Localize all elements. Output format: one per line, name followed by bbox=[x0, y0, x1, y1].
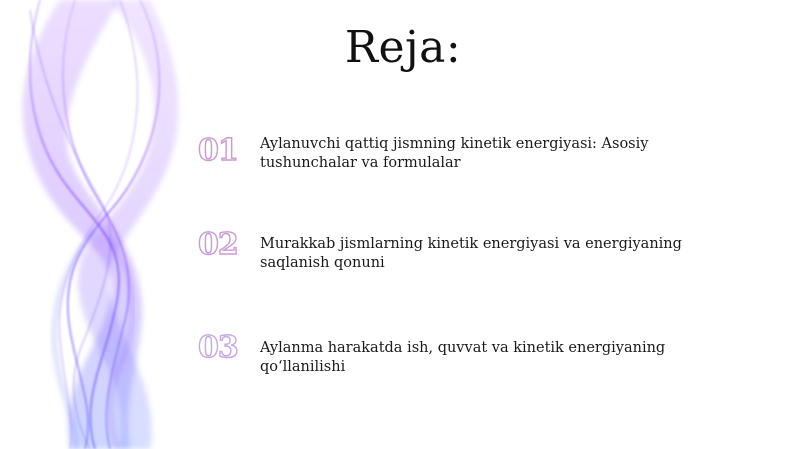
item-text: Aylanuvchi qattiq jismning kinetik energiyasi: Asosiy tushunchalar va formulalar bbox=[260, 136, 649, 171]
plan-item bbox=[198, 228, 718, 288]
item-number: 02 bbox=[198, 227, 238, 262]
plan-item bbox=[198, 134, 718, 194]
item-text: Aylanma harakatda ish, quvvat va kinetik energiyaning qo‘llanilishi bbox=[260, 340, 666, 375]
item-number: 01 bbox=[198, 133, 238, 168]
item-text: Murakkab jismlarning kinetik energiyasi va energiyaning saqlanish qonuni bbox=[260, 236, 682, 271]
plan-item bbox=[198, 331, 718, 391]
slide-title bbox=[0, 22, 800, 73]
slide-title-text: Reja: bbox=[344, 22, 462, 73]
item-number: 03 bbox=[198, 330, 238, 365]
